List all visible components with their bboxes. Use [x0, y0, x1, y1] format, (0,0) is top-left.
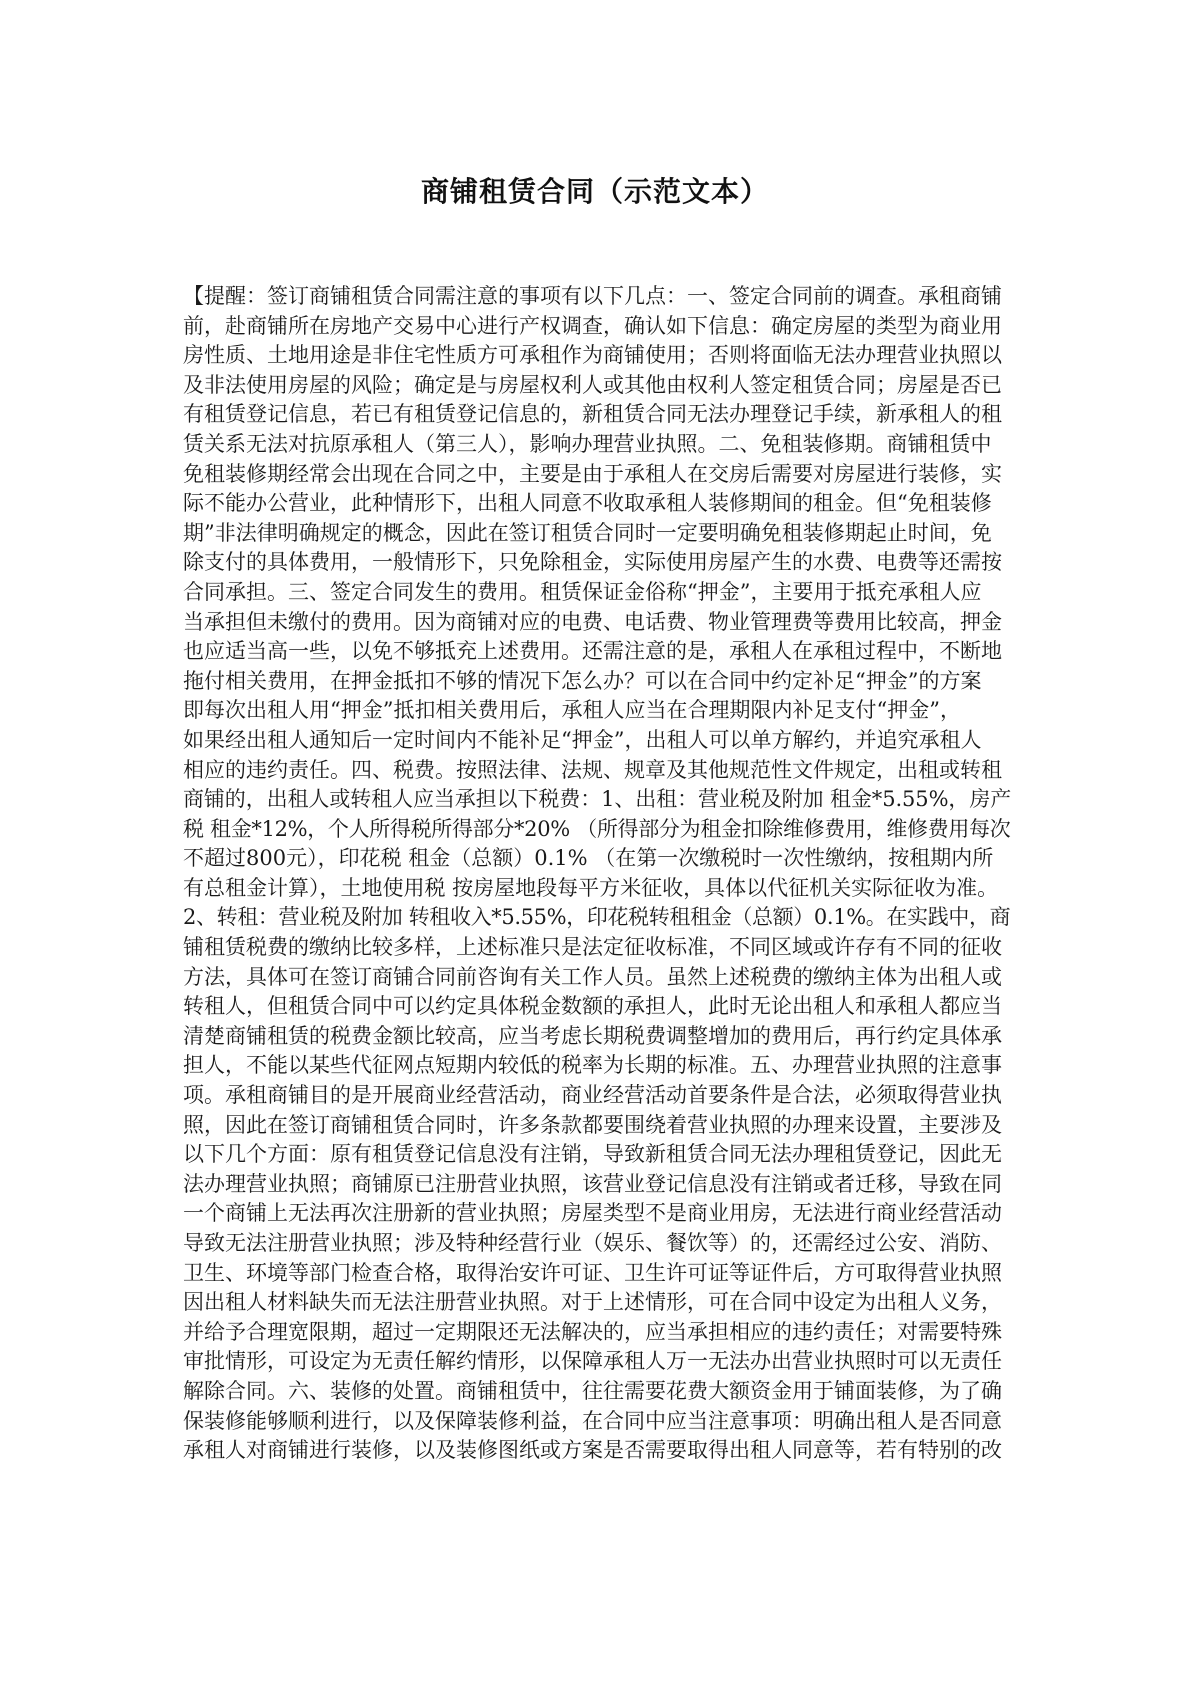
body-text-line: 铺租赁税费的缴纳比较多样，上述标准只是法定征收标准，不同区域或许存有不同的征收 — [183, 935, 1002, 960]
body-text-line: 担人，不能以某些代征网点短期内较低的税率为长期的标准。五、办理营业执照的注意事 — [183, 1053, 1002, 1078]
body-text-line: 并给予合理宽限期，超过一定期限还无法解决的，应当承担相应的违约责任；对需要特殊 — [183, 1319, 1002, 1344]
document-body — [183, 282, 1011, 1466]
body-text-line: 保装修能够顺利进行，以及保障装修利益，在合同中应当注意事项：明确出租人是否同意 — [183, 1408, 1002, 1433]
body-text-line: 期”非法律明确规定的概念，因此在签订租赁合同时一定要明确免租装修期起止时间，免 — [183, 520, 992, 545]
body-text-line: 及非法使用房屋的风险；确定是与房屋权利人或其他由权利人签定租赁合同；房屋是否已 — [183, 372, 1002, 397]
body-text-line: 前，赴商铺所在房地产交易中心进行产权调查，确认如下信息：确定房屋的类型为商业用 — [183, 313, 1002, 338]
body-text-line: 拖付相关费用，在押金抵扣不够的情况下怎么办？可以在合同中约定补足“押金”的方案 — [183, 668, 982, 693]
body-text-line: 即每次出租人用“押金”抵扣相关费用后，承租人应当在合理期限内补足支付“押金”， — [183, 698, 961, 723]
body-text-line: 合同承担。三、签定合同发生的费用。租赁保证金俗称“押金”，主要用于抵充承租人应 — [183, 579, 982, 604]
body-text-line: 2、转租：营业税及附加 转租收入*5.55%，印花税转租租金（总额）0.1%。在实践中，商 — [183, 905, 1011, 930]
body-text-line: 也应适当高一些，以免不够抵充上述费用。还需注意的是，承租人在承租过程中，不断地 — [183, 639, 1002, 664]
body-text-line: 卫生、环境等部门检查合格，取得治安许可证、卫生许可证等证件后，方可取得营业执照 — [183, 1260, 1002, 1285]
body-text-line: 赁关系无法对抗原承租人（第三人），影响办理营业执照。二、免租装修期。商铺租赁中 — [183, 431, 992, 456]
body-text-line: 清楚商铺租赁的税费金额比较高，应当考虑长期税费调整增加的费用后，再行约定具体承 — [183, 1023, 1002, 1048]
body-text-line: 因出租人材料缺失而无法注册营业执照。对于上述情形，可在合同中设定为出租人义务， — [183, 1290, 1002, 1315]
body-text-line: 商铺的，出租人或转租人应当承担以下税费：1、出租：营业税及附加 租金*5.55%，房产 — [183, 787, 1011, 812]
body-text-line: 【提醒：签订商铺租赁合同需注意的事项有以下几点：一、签定合同前的调查。承租商铺 — [183, 284, 1002, 308]
body-text-line: 不超过800元），印花税 租金（总额）0.1% （在第一次缴税时一次性缴纳，按租期内所 — [183, 846, 994, 871]
body-text-line: 际不能办公营业，此种情形下，出租人同意不收取承租人装修期间的租金。但“免租装修 — [183, 491, 992, 516]
body-text-line: 承租人对商铺进行装修，以及装修图纸或方案是否需要取得出租人同意等，若有特别的改 — [183, 1438, 1002, 1463]
body-text-line: 当承担但未缴付的费用。因为商铺对应的电费、电话费、物业管理费等费用比较高，押金 — [183, 609, 1002, 634]
body-text-line: 以下几个方面：原有租赁登记信息没有注销，导致新租赁合同无法办理租赁登记，因此无 — [183, 1142, 1002, 1167]
body-text-line: 房性质、土地用途是非住宅性质方可承租作为商铺使用；否则将面临无法办理营业执照以 — [183, 343, 1002, 368]
body-text-line: 免租装修期经常会出现在合同之中，主要是由于承租人在交房后需要对房屋进行装修，实 — [183, 461, 1002, 486]
body-text-line: 导致无法注册营业执照；涉及特种经营行业（娱乐、餐饮等）的，还需经过公安、消防、 — [183, 1231, 1002, 1255]
body-text-line: 除支付的具体费用，一般情形下，只免除租金，实际使用房屋产生的水费、电费等还需按 — [183, 550, 1002, 575]
body-text-line: 解除合同。六、装修的处置。商铺租赁中，往往需要花费大额资金用于铺面装修，为了确 — [183, 1378, 1002, 1403]
body-text-line: 审批情形，可设定为无责任解约情形，以保障承租人万一无法办出营业执照时可以无责任 — [183, 1349, 1002, 1374]
body-text-line: 项。承租商铺目的是开展商业经营活动，商业经营活动首要条件是合法，必须取得营业执 — [183, 1083, 1002, 1108]
body-text-line: 如果经出租人通知后一定时间内不能补足“押金”，出租人可以单方解约，并追究承租人 — [183, 727, 982, 752]
body-text-line: 有租赁登记信息，若已有租赁登记信息的，新租赁合同无法办理登记手续，新承租人的租 — [183, 402, 1002, 427]
document-title: 商铺租赁合同（示范文本） — [420, 175, 769, 208]
body-text-line: 照，因此在签订商铺租赁合同时，许多条款都要围绕着营业执照的办理来设置，主要涉及 — [183, 1112, 1002, 1137]
body-text-line: 税 租金*12%，个人所得税所得部分*20% （所得部分为租金扣除维修费用，维修费用每次 — [183, 816, 1011, 841]
body-text-line: 一个商铺上无法再次注册新的营业执照；房屋类型不是商业用房，无法进行商业经营活动 — [183, 1201, 1002, 1226]
body-text-line: 法办理营业执照；商铺原已注册营业执照，该营业登记信息没有注销或者迁移，导致在同 — [183, 1171, 1002, 1196]
body-text-line: 方法，具体可在签订商铺合同前咨询有关工作人员。虽然上述税费的缴纳主体为出租人或 — [183, 964, 1002, 989]
body-text-line: 相应的违约责任。四、税费。按照法律、法规、规章及其他规范性文件规定，出租或转租 — [183, 757, 1002, 782]
body-text-line: 有总租金计算），土地使用税 按房屋地段每平方米征收，具体以代征机关实际征收为准。 — [183, 875, 999, 900]
body-text-line: 转租人，但租赁合同中可以约定具体税金数额的承担人，此时无论出租人和承租人都应当 — [183, 994, 1002, 1019]
